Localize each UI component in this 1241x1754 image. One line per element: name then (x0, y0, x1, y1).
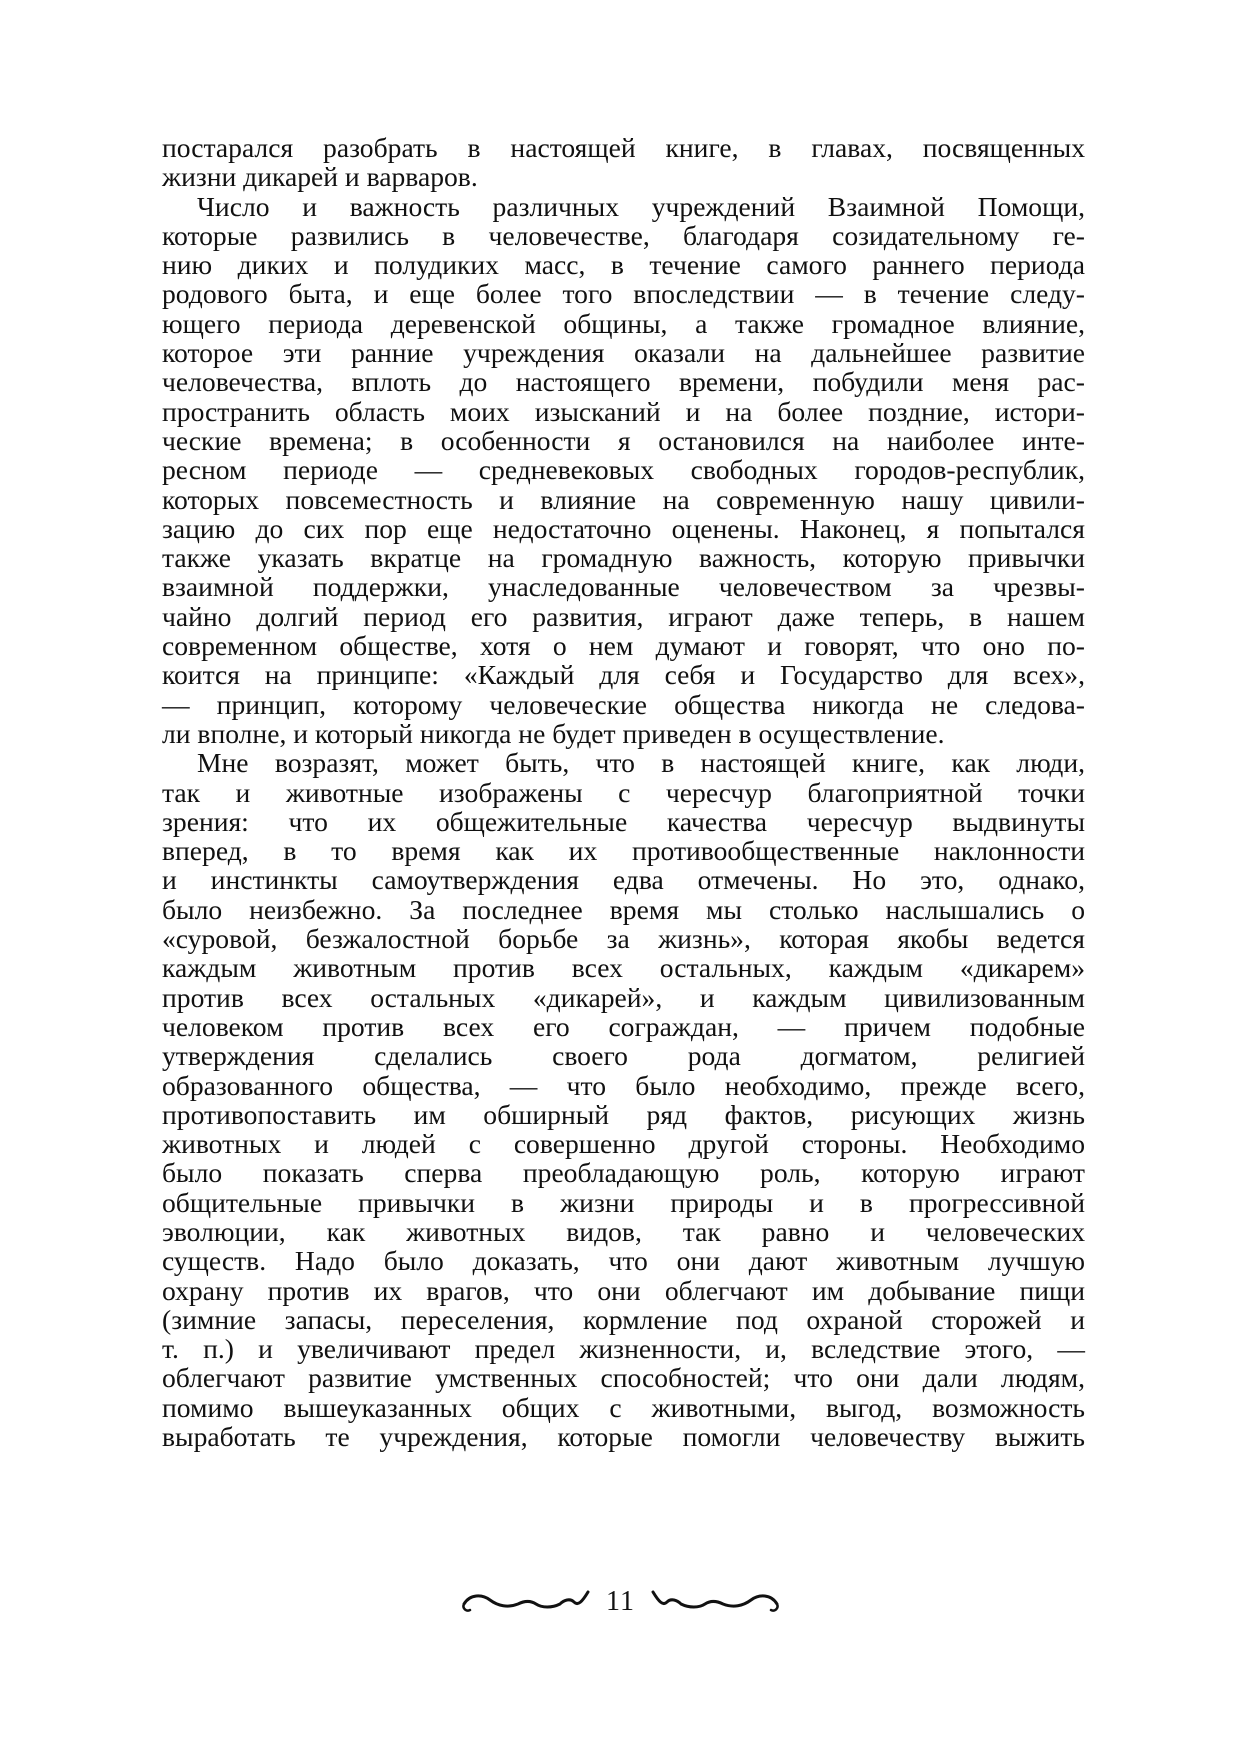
text-line: т. п.) и увеличивают предел жизненности, и, вследствие этого, — (162, 1333, 1085, 1365)
body-text (162, 133, 1085, 1451)
text-line: и инстинкты самоутверждения едва отмечены. Но это, однако, (162, 864, 1085, 896)
text-line: было неизбежно. За последнее время мы столько наслышались о (162, 893, 1085, 925)
text-line: — принцип, которому человеческие общества никогда не следова- (162, 688, 1085, 720)
text-line: «суровой, безжалостной борьбе за жизнь», которая якобы ведется (162, 923, 1085, 955)
text-line: облегчают развитие умственных способностей; что они дали людям, (162, 1362, 1085, 1394)
text-line: также указать вкратце на громадную важность, которую привычки (162, 542, 1085, 574)
text-line: ресном периоде — средневековых свободных городов-республик, (162, 454, 1085, 486)
folio (460, 1586, 781, 1618)
text-line: пространить область моих изысканий и на более поздние, истори- (162, 395, 1085, 427)
text-line: ческие времена; в особенности я остановился на наиболее инте- (162, 424, 1085, 456)
text-line: которое эти ранние учреждения оказали на дальнейшее развитие (162, 337, 1085, 369)
text-line: помимо вышеуказанных общих с животными, выгод, возможность (162, 1391, 1085, 1423)
text-line: которые развились в человечестве, благодаря созидательному ге- (162, 219, 1085, 251)
text-line: коится на принципе: «Каждый для себя и Государство для всех», (162, 659, 1085, 691)
text-line: было показать сперва преобладающую роль, которую играют (162, 1157, 1085, 1189)
text-line: родового быта, и еще более того впоследствии — в течение следу- (162, 278, 1085, 310)
text-line: нию диких и полудиких масс, в течение самого раннего периода (162, 249, 1085, 281)
text-line: жизни дикарей и варваров. (162, 161, 478, 193)
text-line: образованного общества, — что было необходимо, прежде всего, (162, 1069, 1085, 1101)
page-body (162, 133, 1085, 1451)
paragraph (162, 748, 1085, 1451)
text-line: выработать те учреждения, которые помогли человечеству выжить (162, 1421, 1085, 1453)
text-line: общительные привычки в жизни природы и в прогрессивной (162, 1186, 1085, 1218)
text-line: так и животные изображены с чересчур благоприятной точки (162, 776, 1085, 808)
text-line: охрану против их врагов, что они облегчают им добывание пищи (162, 1274, 1085, 1306)
text-line: ющего периода деревенской общины, а также громадное влияние, (162, 307, 1085, 339)
text-line: взаимной поддержки, унаследованные человечеством за чрезвы- (162, 571, 1085, 603)
text-line: противопоставить им обширный ряд фактов, рисующих жизнь (162, 1098, 1085, 1130)
text-line: человеком против всех его сограждан, — причем подобные (162, 1010, 1085, 1042)
right-flourish-ornament (649, 1588, 781, 1616)
text-line: утверждения сделались своего рода догматом, религией (162, 1040, 1085, 1072)
text-line: Мне возразят, может быть, что в настоящей книге, как люди, (197, 747, 1085, 779)
text-line: ли вполне, и который никогда не будет приведен в осуществление. (162, 717, 945, 749)
text-line: существ. Надо было доказать, что они дают животным лучшую (162, 1245, 1085, 1277)
text-line: Число и важность различных учреждений Взаимной Помощи, (197, 190, 1085, 222)
text-line: которых повсеместность и влияние на современную нашу цивили- (162, 483, 1085, 515)
text-line: постарался разобрать в настоящей книге, в главах, посвященных (162, 132, 1085, 163)
paragraph (162, 192, 1085, 749)
paragraph (162, 133, 1085, 192)
text-line: чайно долгий период его развития, играют даже теперь, в нашем (162, 600, 1085, 632)
page-footer (0, 1582, 1241, 1622)
text-line: зацию до сих пор еще недостаточно оценены. Наконец, я попытался (162, 512, 1085, 544)
text-line: зрения: что их общежительные качества чересчур выдвинуты (162, 805, 1085, 837)
text-line: против всех остальных «дикарей», и каждым цивилизованным (162, 981, 1085, 1013)
page-number: 11 (606, 1586, 635, 1617)
text-line: (зимние запасы, переселения, кормление под охраной сторожей и (162, 1303, 1085, 1335)
text-line: современном обществе, хотя о нем думают и говорят, что оно по- (162, 630, 1085, 662)
text-line: каждым животным против всех остальных, каждым «дикарем» (162, 952, 1085, 984)
text-line: эволюции, как животных видов, так равно и человеческих (162, 1215, 1085, 1247)
left-flourish-ornament (460, 1588, 592, 1616)
text-line: вперед, в то время как их противообщественные наклонности (162, 835, 1085, 867)
text-line: животных и людей с совершенно другой стороны. Необходимо (162, 1128, 1085, 1160)
text-line: человечества, вплоть до настоящего времени, побудили меня рас- (162, 366, 1085, 398)
